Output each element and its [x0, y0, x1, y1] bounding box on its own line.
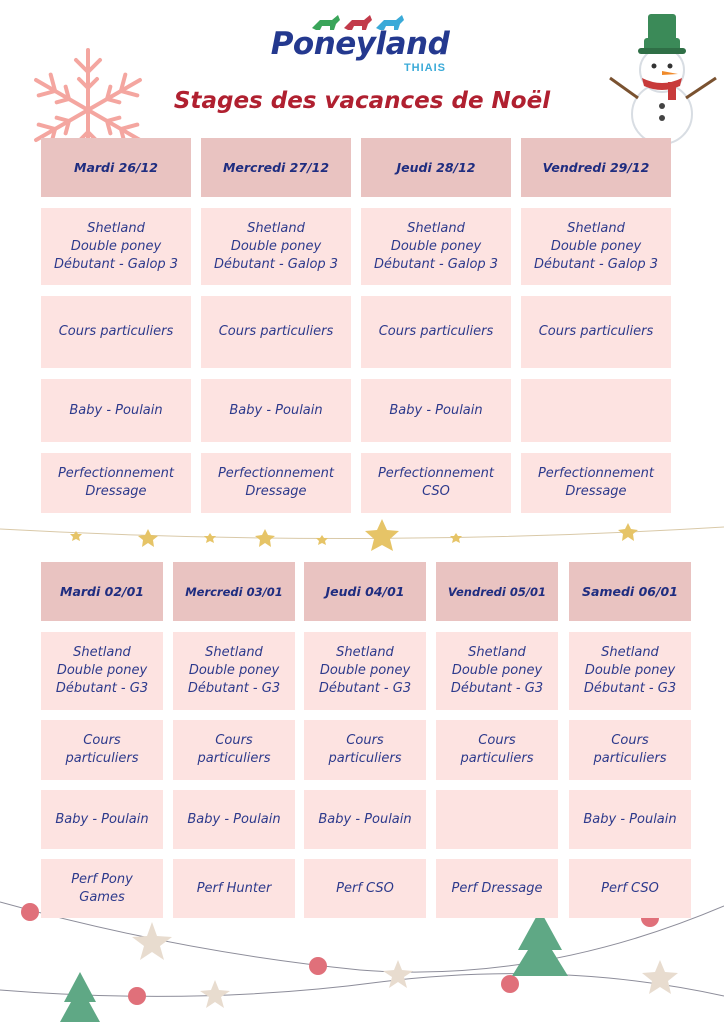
- schedule-cell: Cours particuliers: [436, 720, 558, 780]
- schedule-cell: Cours particuliers: [361, 296, 511, 368]
- day-header: Samedi 06/01: [569, 562, 691, 621]
- schedule-cell: Shetland Double poney Débutant - Galop 3: [521, 208, 671, 285]
- schedule-cell: Perfectionnement CSO: [361, 453, 511, 513]
- schedule-cell: Perf Pony Games: [41, 859, 163, 918]
- day-header: Jeudi 04/01: [304, 562, 426, 621]
- day-header: Mardi 02/01: [41, 562, 163, 621]
- schedule-cell: Perf CSO: [569, 859, 691, 918]
- schedule-cell: Baby - Poulain: [41, 790, 163, 849]
- schedule-cell: Cours particuliers: [304, 720, 426, 780]
- logo-city: THIAIS: [403, 62, 446, 74]
- day-header: Mardi 26/12: [41, 138, 191, 197]
- string-lights-icon: [0, 515, 724, 565]
- schedule-cell: Perf Dressage: [436, 859, 558, 918]
- schedule-cell: Baby - Poulain: [173, 790, 295, 849]
- schedule-cell: Perfectionnement Dressage: [521, 453, 671, 513]
- schedule-cell: Shetland Double poney Débutant - Galop 3: [41, 208, 191, 285]
- day-header: Vendredi 29/12: [521, 138, 671, 197]
- schedule-cell: [436, 790, 558, 849]
- logo-brand: Poneyland: [270, 26, 450, 62]
- schedule-cell: Shetland Double poney Débutant - Galop 3: [361, 208, 511, 285]
- day-header: Vendredi 05/01: [436, 562, 558, 621]
- day-header: Jeudi 28/12: [361, 138, 511, 197]
- day-header: Mercredi 03/01: [173, 562, 295, 621]
- schedule-cell: Cours particuliers: [41, 296, 191, 368]
- schedule-cell: Perfectionnement Dressage: [41, 453, 191, 513]
- schedule-cell: Baby - Poulain: [361, 379, 511, 442]
- schedule-cell: Baby - Poulain: [569, 790, 691, 849]
- schedule-cell: Cours particuliers: [521, 296, 671, 368]
- schedule-cell: Shetland Double poney Débutant - G3: [173, 632, 295, 710]
- snowman-icon: [604, 8, 722, 148]
- schedule-cell: Perf CSO: [304, 859, 426, 918]
- schedule-cell: Baby - Poulain: [304, 790, 426, 849]
- schedule-cell: Cours particuliers: [201, 296, 351, 368]
- schedule-cell: Baby - Poulain: [41, 379, 191, 442]
- schedule-cell: Shetland Double poney Débutant - G3: [304, 632, 426, 710]
- schedule-cell: Shetland Double poney Débutant - G3: [436, 632, 558, 710]
- schedule-cell: Shetland Double poney Débutant - G3: [41, 632, 163, 710]
- schedule-cell: Cours particuliers: [41, 720, 163, 780]
- schedule-cell: Perfectionnement Dressage: [201, 453, 351, 513]
- schedule-cell: Baby - Poulain: [201, 379, 351, 442]
- day-header: Mercredi 27/12: [201, 138, 351, 197]
- poneyland-logo: [270, 12, 450, 74]
- schedule-cell: Perf Hunter: [173, 859, 295, 918]
- schedule-cell: Cours particuliers: [569, 720, 691, 780]
- schedule-cell: [521, 379, 671, 442]
- schedule-cell: Shetland Double poney Débutant - Galop 3: [201, 208, 351, 285]
- schedule-cell: Cours particuliers: [173, 720, 295, 780]
- schedule-cell: Shetland Double poney Débutant - G3: [569, 632, 691, 710]
- page-title: Stages des vacances de Noël: [173, 88, 551, 114]
